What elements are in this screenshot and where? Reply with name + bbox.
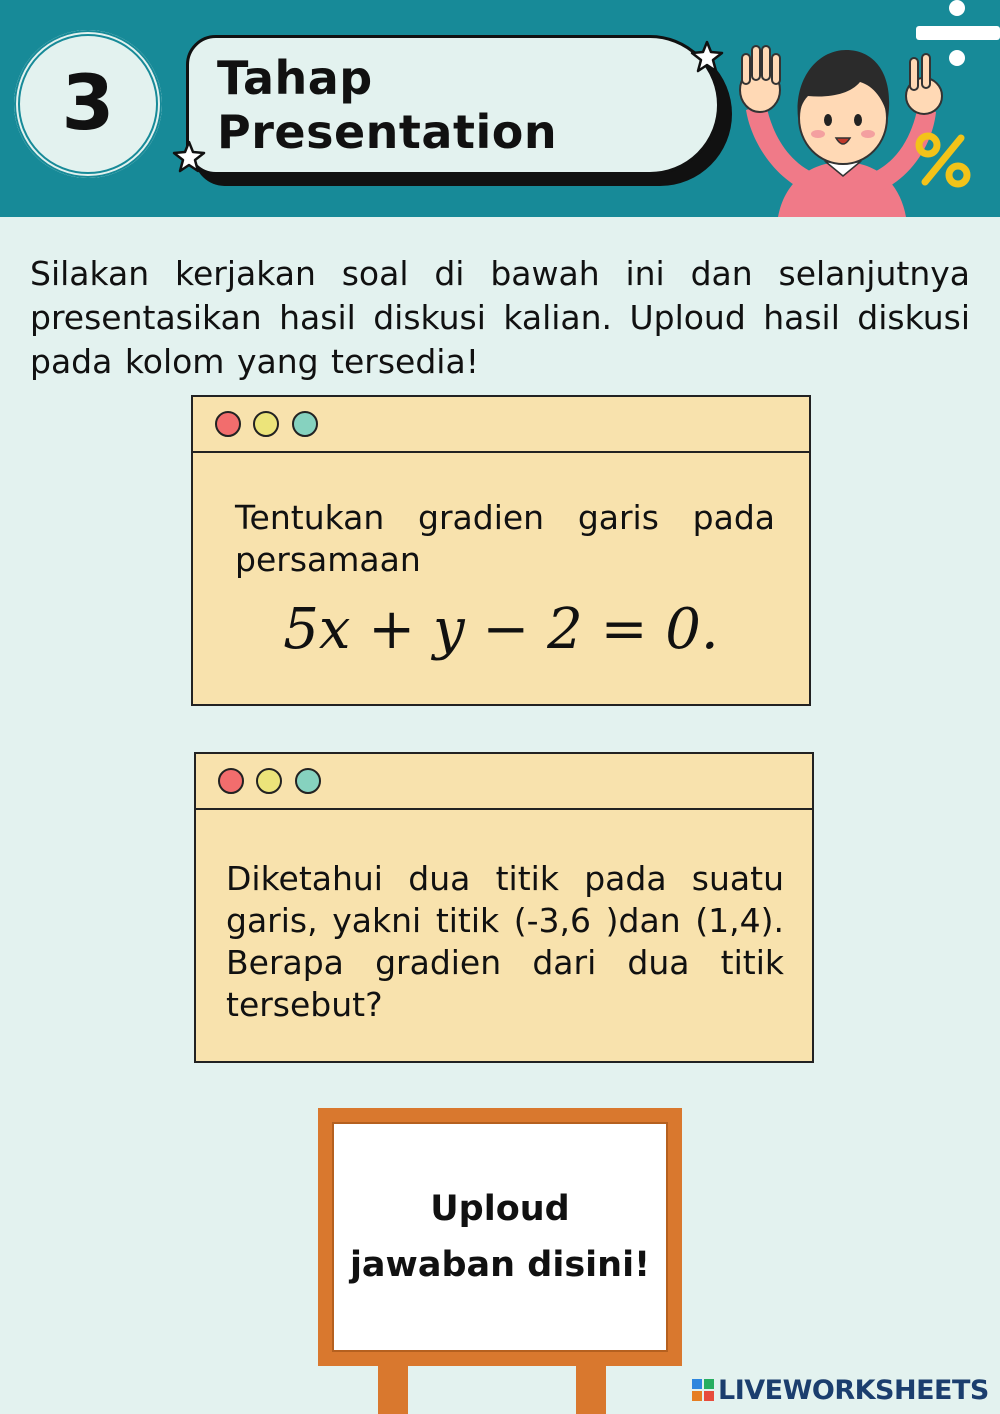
upload-label-line-1: Uploud — [430, 1189, 570, 1229]
step-number-badge — [14, 30, 162, 178]
star-icon — [690, 40, 724, 74]
yellow-dot-icon — [256, 768, 282, 794]
red-dot-icon — [215, 411, 241, 437]
board-leg-left — [378, 1366, 408, 1414]
question-card-2 — [194, 752, 814, 1063]
step-number: 3 — [61, 57, 115, 147]
question-1-text: Tentukan gradien garis pada persamaan — [235, 498, 775, 579]
board-leg-right — [576, 1366, 606, 1414]
divide-sign-icon — [914, 0, 1000, 70]
title-pill — [186, 35, 720, 175]
percent-sign-icon — [913, 130, 973, 190]
question-card-1 — [191, 395, 811, 706]
upload-answer-area[interactable] — [332, 1122, 668, 1352]
yellow-dot-icon — [253, 411, 279, 437]
liveworksheets-brand[interactable] — [692, 1374, 989, 1406]
brand-name: LIVEWORKSHEETS — [718, 1374, 989, 1406]
instructions-text: Silakan kerjakan soal di bawah ini dan selanjutnya presentasikan hasil diskusi kalian. Uploud hasil diskusi pada kolom yang tersedia! — [30, 254, 970, 381]
teal-dot-icon — [295, 768, 321, 794]
red-dot-icon — [218, 768, 244, 794]
question-2-text: Diketahui dua titik pada suatu garis, yakni titik (-3,6 )dan (1,4). Berapa gradien dari dua titik tersebut? — [226, 859, 784, 1024]
upload-label-line-2: jawaban disini! — [349, 1245, 651, 1285]
star-icon — [172, 140, 206, 174]
upload-board[interactable] — [318, 1108, 682, 1366]
page-title: Tahap Presentation — [217, 51, 558, 159]
card-titlebar — [193, 397, 809, 453]
question-1-equation: 5x + y − 2 = 0. — [283, 597, 719, 662]
teal-dot-icon — [292, 411, 318, 437]
liveworksheets-logo-icon — [692, 1379, 714, 1401]
card-titlebar — [196, 754, 812, 810]
header-banner — [0, 0, 1000, 217]
